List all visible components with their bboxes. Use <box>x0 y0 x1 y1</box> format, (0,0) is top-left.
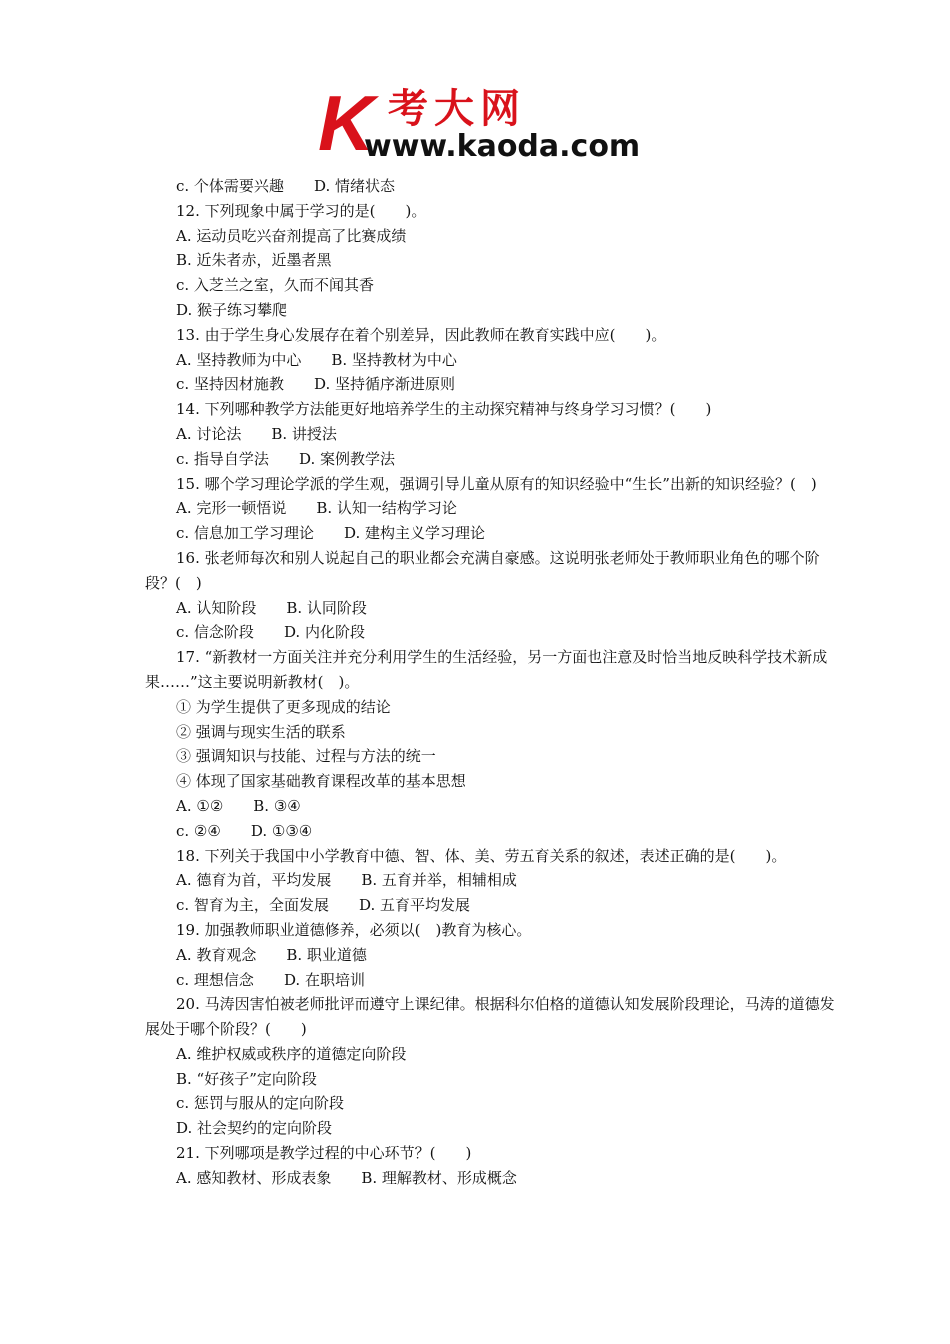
answer-option: D. ①③④ <box>250 821 313 840</box>
question-stem: 14. 下列哪种教学方法能更好地培养学生的主动探究精神与终身学习习惯？( ) <box>176 400 712 419</box>
answer-option: B. 五育并举，相辅相成 <box>361 871 517 890</box>
answer-option: c. 指导自学法 <box>176 449 269 468</box>
answer-option: c. ②④ <box>176 821 221 840</box>
answer-option-row <box>145 596 835 621</box>
answer-option: A. 教育观念 <box>176 945 257 964</box>
question-stem: 20. 马涛因害怕被老师批评而遵守上课纪律。根据科尔伯格的道德认知发展阶段理论，马涛的道德发展处于哪个阶段？( ) <box>145 995 835 1039</box>
answer-option: c. 入芝兰之室，久而不闻其香 <box>176 276 374 295</box>
answer-option: A. ①② <box>176 796 224 815</box>
answer-option-row <box>145 819 835 844</box>
answer-option-row <box>145 372 835 397</box>
kaoda-logo-graphic <box>318 80 638 160</box>
answer-option: D. 在职培训 <box>283 970 365 989</box>
answer-option-row <box>145 620 835 645</box>
answer-option-row <box>145 968 835 993</box>
answer-option: D. 五育平均发展 <box>358 896 470 915</box>
answer-option-row <box>145 348 835 373</box>
answer-option-row <box>145 174 835 199</box>
answer-option: A. 完形一顿悟说 <box>176 499 287 518</box>
question-stem: 12. 下列现象中属于学习的是( )。 <box>176 201 427 220</box>
answer-option: A. 讨论法 <box>176 424 242 443</box>
answer-option: D. 社会契约的定向阶段 <box>176 1119 333 1138</box>
answer-option: c. 智育为主，全面发展 <box>176 896 329 915</box>
answer-option: B. 认同阶段 <box>286 598 367 617</box>
answer-option-row <box>145 943 835 968</box>
question-stem: 17. “新教材一方面关注并充分利用学生的生活经验，另一方面也注意及时恰当地反映科学技术新成果……”这主要说明新教材( )。 <box>145 648 828 691</box>
answer-option: ④ 体现了国家基础教育课程改革的基本思想 <box>176 772 466 791</box>
answer-option: B. 近朱者赤，近墨者黑 <box>176 251 332 270</box>
question-stem: 16. 张老师每次和别人说起自己的职业都会充满自豪感。这说明张老师处于教师职业角色的哪个阶段？( ) <box>145 548 820 592</box>
answer-option-row <box>145 893 835 918</box>
logo-url: www.kaoda.com <box>364 129 638 160</box>
answer-option: A. 认知阶段 <box>176 598 257 617</box>
logo-k-mark: K <box>318 80 375 160</box>
answer-option: B. “好孩子”定向阶段 <box>176 1069 317 1088</box>
answer-option: c. 信念阶段 <box>176 623 254 642</box>
answer-option: D. 情绪状态 <box>313 177 395 195</box>
answer-option: D. 建构主义学习理论 <box>343 524 485 543</box>
question-stem: 19. 加强教师职业道德修养，必须以( )教育为核心。 <box>176 920 532 939</box>
answer-option-row <box>145 521 835 546</box>
answer-option-row <box>145 794 835 819</box>
answer-option: c. 个体需要兴趣 <box>176 177 284 195</box>
answer-option-row <box>145 868 835 893</box>
answer-option: D. 坚持循序渐进原则 <box>313 375 455 394</box>
answer-option-row <box>145 447 835 472</box>
answer-option: D. 内化阶段 <box>283 623 365 642</box>
answer-option-row <box>145 496 835 521</box>
answer-option-row <box>145 1166 835 1191</box>
question-stem: 18. 下列关于我国中小学教育中德、智、体、美、劳五育关系的叙述，表述正确的是( )。 <box>176 846 787 865</box>
answer-option: c. 理想信念 <box>176 970 254 989</box>
answer-option: A. 维护权威或秩序的道德定向阶段 <box>176 1044 407 1063</box>
question-stem: 21. 下列哪项是教学过程的中心环节？( ) <box>176 1144 472 1163</box>
question-stem: 13. 由于学生身心发展存在着个别差异，因此教师在教育实践中应( )。 <box>176 325 667 344</box>
kaoda-logo <box>318 80 638 160</box>
answer-option: c. 坚持因材施教 <box>176 375 284 394</box>
answer-option: A. 坚持教师为中心 <box>176 350 302 369</box>
answer-option: B. 坚持教材为中心 <box>331 350 457 369</box>
answer-option: D. 案例教学法 <box>298 449 395 468</box>
answer-option: B. ③④ <box>253 796 301 815</box>
answer-option: ③ 强调知识与技能、过程与方法的统一 <box>176 747 436 766</box>
exam-questions <box>145 174 835 1191</box>
question-stem: 15. 哪个学习理论学派的学生观，强调引导儿童从原有的知识经验中“生长”出新的知识经验？( ) <box>176 474 817 493</box>
answer-option: B. 认知一结构学习论 <box>316 499 457 518</box>
answer-option: c. 信息加工学习理论 <box>176 524 314 543</box>
answer-option: ① 为学生提供了更多现成的结论 <box>176 697 391 716</box>
answer-option: c. 惩罚与服从的定向阶段 <box>176 1094 344 1113</box>
answer-option: A. 感知教材、形成表象 <box>176 1168 332 1187</box>
answer-option: B. 讲授法 <box>271 424 337 443</box>
answer-option: A. 运动员吃兴奋剂提高了比赛成绩 <box>176 226 407 245</box>
answer-option: A. 德育为首，平均发展 <box>176 871 332 890</box>
answer-option: B. 职业道德 <box>286 945 367 964</box>
answer-option: B. 理解教材、形成概念 <box>361 1168 517 1187</box>
answer-option: D. 猴子练习攀爬 <box>176 300 288 319</box>
logo-brand-name: 考大网 <box>388 86 526 132</box>
answer-option: ② 强调与现实生活的联系 <box>176 722 346 741</box>
answer-option-row <box>145 422 835 447</box>
